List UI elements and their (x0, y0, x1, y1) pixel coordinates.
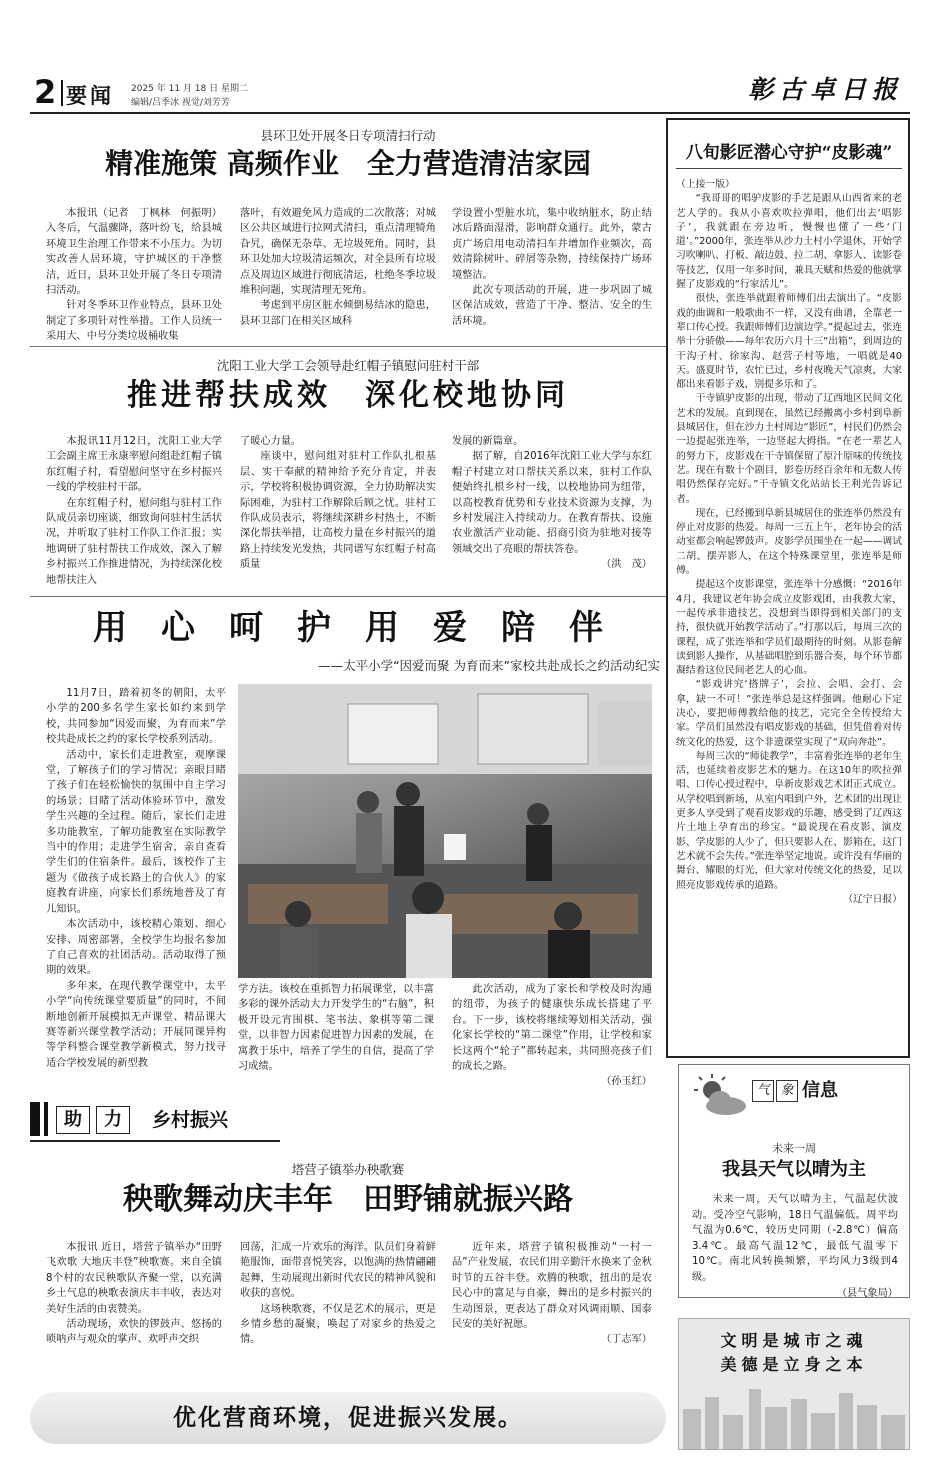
weather-badge: 气 (752, 1080, 774, 1102)
article4-col3 (452, 1240, 652, 1348)
section-marker-bar (44, 1102, 48, 1136)
paragraph: 此次专项活动的开展，进一步巩固了城区保洁成效，营造了干净、整洁、安全的生活环境。 (452, 285, 652, 327)
masthead-divider (61, 80, 63, 106)
paragraph: 提起这个皮影课堂，张连举十分感慨：“2016年4月，我建议老年协会成立皮影戏团，由我教大家，一起传承非遗技艺，没想到当即得到相关部门的支持，很快就开始教学活动了。”打那以后，每周三次的课程，成了张连举和学员们最期待的时刻。从影卷解读到影人操作，从基础唱腔到乐器合奏，每个环节都凝结着这位民间老艺人的心血。 (676, 579, 902, 677)
paragraph: 考虑到平房区脏水倾倒易结冰的隐患，县环卫部门在相关区域科 (240, 300, 436, 327)
editor-line: 编辑/吕季冰 视觉/刘芳芳 (131, 98, 230, 108)
weather-label: 信息 (802, 1080, 838, 1101)
article1-kicker: 县环卫处开展冬日专项清扫行动 (260, 128, 436, 143)
slogan-line: 美德是立身之本 (720, 1355, 868, 1374)
paragraph: 近年来，塔营子镇积极推动“一村一品”产业发展，农民们用辛勤汗水换来了金秋时节的五谷丰登。欢腾的秧歌，扭出的是农民心中的富足与自豪，舞出的是乡村振兴的生动图景，更表达了群众对风调雨顺、国泰民安的美好祝愿。 (452, 1242, 652, 1331)
paragraph: 现在，已经搬到阜新县城居住的张连举仍然没有停止对皮影的热爱。每周一三五上午，老年协会的活动室都会响起锣鼓声。皮影学员围坐在一起——调试二胡、摆弄影人，在这个特殊课堂里，张连举是师傅。 (676, 507, 902, 577)
article1-col3 (452, 206, 652, 329)
paragraph: 活动现场，欢快的锣鼓声、悠扬的唢呐声与观众的掌声、欢呼声交织 (46, 1319, 222, 1346)
paragraph: 干寺镇驴皮影的出现，带动了辽西地区民间文化艺术的发展。直到现在，虽然已经搬离小乡村到阜新县城居住，但在沙力土村周边“影匠”，村民们仍然会一边提起张连举，一边竖起大拇指。“在老一辈艺人的努力下，皮影戏在干寺镇保留了原汁原味的传统技艺。现在有数十个剧目，影卷历经百余年和无数人传唱仍然保存完好。”干寺镇文化站站长王利光告诉记者。 (676, 393, 902, 505)
paragraph: 本报讯 近日，塔营子镇举办“田野飞欢歌 大地庆丰登”秧歌赛。来自全镇8个村的农民秧歌队齐聚一堂，以充满乡土气息的秧歌表演庆丰丰收，表达对美好生活的由衷赞美。 (46, 1242, 222, 1315)
paragraph: 本次活动中，该校精心策划、细心安排、周密部署，全校学生均报名参加了自己喜欢的社团活动。活动取得了预期的效果。 (46, 919, 226, 977)
date-line: 2025 年 11 月 18 日 星期二 (131, 84, 248, 94)
paragraph: 学方法。该校在重抓智力拓展课堂，以丰富多彩的课外活动大力开发学生的“右脑”，积极开设元宵围棋、笔书法、象棋等第二课堂，以非智力因素促进智力因素的发展，在寓教于乐中，培养了学生的自信，提高了学习成绩。 (238, 984, 434, 1073)
side-article-headline: 八旬影匠潜心守护“皮影魂” (685, 143, 893, 163)
paragraph: “影戏讲究‘搭牌子’，会拉、会唱、会打、会拿，缺一不可！”张连举总是这样强调。他耐心下定决心，要把师傅教给他的技艺，完完全全传授给大家。学员们虽然没有唱皮影戏的基础，但凭借着对传统文化的热爱，这个非遗课堂实现了“双向奔赴”。 (676, 679, 902, 748)
weather-byline: （县气象局） (836, 1287, 898, 1299)
paragraph: 此次活动，成为了家长和学校及时沟通的纽带，为孩子的健康快乐成长搭建了平台。下一步，该校将继续筹划相关活动，强化家长学校的“第二课堂”作用，让学校和家长这两个“轮子”都转起来，共同照亮孩子们的成长之路。 (452, 984, 652, 1073)
article3-byline: （孙玉红） (601, 1076, 652, 1088)
paragraph: 本报讯11月12日，沈阳工业大学工会副主席王永康率慰问组赴红帽子镇东红帽子村，看望慰问坚守在乡村振兴一线的学校驻村干部。 (46, 436, 222, 494)
paragraph: 发展的新篇章。 (452, 436, 524, 447)
article2-col3 (452, 434, 652, 573)
article3-col1 (46, 686, 226, 1071)
classroom-photo (238, 684, 652, 978)
sun-cloud-icon (690, 1072, 750, 1118)
section-title: 要闻 (66, 84, 114, 108)
side-article-underline (676, 168, 902, 169)
masthead-rule (30, 112, 910, 114)
classroom-photo-illustration (238, 684, 652, 978)
article4-kicker: 塔营子镇举办秧歌赛 (291, 1162, 405, 1177)
zhuli-box: 力 (96, 1106, 130, 1134)
article4-headline: 秧歌舞动庆丰年 田野铺就振兴路 (123, 1182, 573, 1217)
paragraph: 学设置小型脏水坑，集中收纳脏水，防止结冰后路面湿滑，影响群众通行。此外，蒙古贞广场启用电动清扫车并增加作业频次，高效清除树叶、碎屑等杂物，持续保持广场环境整洁。 (452, 208, 652, 281)
paragraph: 座谈中，慰问组对驻村工作队扎根基层、实干奉献的精神给予充分肯定，并表示，学校将积极协调资源，全力协助解决实际困难，为驻村工作解除后顾之忧。驻村工作队成员表示，将继续深耕乡村热土，不断深化帮扶举措，让高校力量在乡村振兴的道路上持续发光发热，共同谱写东红帽子村高质量 (240, 451, 436, 571)
paragraph: 本报讯（记者 丁枫林 何振明）入冬后，气温骤降，落叶纷飞，给县城环境卫生治理工作带来不小压力。为切实改善人居环境，守护城区的干净整洁，近日，县环卫处开展了冬日专项清扫活动。 (46, 208, 222, 297)
divider (30, 596, 666, 597)
paragraph: 很快，张连举就跟着师傅们出去演出了。“皮影戏的曲调和一般歌曲不一样，又没有曲谱，全靠老一辈口传心授。我跟师傅们边演边学。”提起过去，张连举十分骄傲——每年农历六月十三“出箱”，到周边的干沟子村、徐家沟、赵营子村等地，一唱就是40天。盛夏时节，农忙已过，乡村夜晚天气凉爽，大家都出来看影子戏，别提多乐和了。 (676, 293, 902, 391)
skyline-icon (679, 1379, 909, 1449)
paragraph: （上接一版） (676, 179, 735, 190)
paragraph: 11月7日，踏着初冬的朝阳，太平小学的200多名学生家长如约来到学校，共同参加“因爱而聚，为育而来”学校共赴成长之约的家长学校系列活动。 (46, 688, 226, 746)
page-number: 2 (34, 73, 57, 111)
paragraph: 据了解，自2016年沈阳工业大学与东红帽子村建立对口帮扶关系以来，驻村工作队便始终扎根乡村一线，以校地协同为纽带，以高校教育优势和专业技术资源为支撑，为乡村发展注入持续动力。在教育帮扶、设施农业激活产业动能、招商引资为驻地对接等领域交出了亮眼的帮扶答卷。 (452, 451, 652, 555)
paragraph: 回荡，汇成一片欢乐的海洋。队员们身着鲜艳服饰，面带喜悦笑容，以饱满的热情翩翩起舞，生动展现出新时代农民的精神风貌和收获的喜悦。 (240, 1242, 436, 1300)
article3-headline: 用 心 呵 护 用 爱 陪 伴 (93, 608, 603, 648)
section-marker-bar (30, 1102, 40, 1136)
article3-col2 (238, 982, 434, 1074)
slogan-line: 文明是城市之魂 (720, 1331, 868, 1350)
weather-body (692, 1192, 898, 1301)
paragraph: “我哥哥的唱驴皮影的手艺是跟从山西省来的老艺人学的。我从小喜欢吹拉弹唱，他们出去‘唱影子’，我就跟在旁边听，慢慢也懂了一些‘门道’。”2000年，张连举从沙力土村小学退休，开始学习吹喇叭、打板、敲边鼓、拉二胡、拿影人、读影卷等技艺，仅用一年多时间，兼具天赋和热爱的他就掌握了皮影戏的“行家活儿”。 (676, 193, 902, 291)
article1-col1 (46, 206, 222, 345)
article4-byline: （丁志军） (601, 1334, 652, 1346)
zhuli-box: 助 (56, 1106, 90, 1134)
newspaper-logo: 彰古卓日报 (748, 75, 904, 104)
paragraph: 了暖心力量。 (240, 436, 302, 447)
zhuli-underline (30, 1140, 280, 1142)
paragraph: 这场秧歌赛，不仅是艺术的展示，更是乡情乡愁的凝聚，唤起了对家乡的热爱之情。 (240, 1303, 436, 1346)
paragraph: 活动中，家长们走进教室，观摩课堂，了解孩子们的学习情况；亲眼目睹了孩子们在轻松愉快的氛围中自主学习的场景；目睹了活动体验环节中，激发学生兴趣的全过程。随后，家长们走进多功能教室，了解功能教室在实际教学当中的作用；走进学生宿舍，亲自查看学生们的住宿条件。最后，该校作了主题为《做孩子成长路上的合伙人》的家庭教育讲座，向家长们系统地普及了育儿知识。 (46, 749, 226, 915)
article1-headline: 精准施策 高频作业 全力营造清洁家园 (105, 147, 591, 180)
article4-col2 (240, 1240, 436, 1348)
weather-badge: 象 (776, 1080, 798, 1102)
paragraph: 每周三次的“师徒教学”，丰富着张连举的老年生活，也延续着皮影艺术的魅力。在这10年的吹拉弹唱、口传心授过程中，阜新皮影戏艺术团正式成立。从学校唱到新场，从室内唱到户外，艺术团的出现让更多人享受到了观看皮影戏的乐趣，感受到了辽西这片土地上孕育出的珍宝。“最说现在看皮影、演皮影、学皮影的人少了，但只要影人在、影箱在，这门艺术就不会失传。”张连举坚定地说。或许没有华丽的舞台、耀眼的灯光，但大家对传统文化的热爱，足以照亮皮影戏传承的道路。 (676, 750, 902, 891)
paragraph: 多年来，在现代教学课堂中，太平小学“向传统课堂要质量”的同时，不间断地创新开展模拟无声课堂、精品课大赛等新兴课堂教学活动；开展同课异构等学科整合课堂教学新模式，努力找寻适合学校发展的新型教 (46, 980, 226, 1069)
article2-col1 (46, 434, 222, 588)
weather-headline: 我县天气以晴为主 (722, 1159, 866, 1180)
side-article-byline: （辽宁日报） (843, 893, 902, 905)
paragraph: 在东红帽子村，慰问组与驻村工作队成员亲切座谈，细致询问驻村生活状况，并听取了驻村工作队工作汇报；实地调研了驻村帮扶工作成效，深入了解乡村振兴工作推进情况，为持续深化校地帮扶注入 (46, 497, 222, 586)
divider (30, 346, 666, 347)
article1-col2 (240, 206, 436, 329)
zhuli-label: 乡村振兴 (152, 1109, 229, 1131)
side-article-body (676, 178, 902, 907)
paragraph: 落叶，有效避免风力造成的二次散落；对城区公共区域进行拉网式清扫，重点清理犄角旮旯，确保无杂草、无垃圾死角。同时，县环卫处加大垃圾清运频次，对全县所有垃圾点及周边区域进行彻底清运，杜绝冬季垃圾堆积问题，实现清理无死角。 (240, 208, 436, 297)
paragraph: 针对冬季环卫作业特点，县环卫处制定了多项针对性举措。工作人员统一采用大、中号分类垃圾桶收集 (46, 300, 222, 343)
article2-col2 (240, 434, 436, 573)
article2-kicker: 沈阳工业大学工会领导赴红帽子镇慰问驻村干部 (216, 358, 480, 373)
article3-col3 (452, 982, 652, 1090)
paragraph: 未来一周，天气以晴为主，气温起伏波动。受冷空气影响，18日气温偏低。周平均气温为0.6℃，较历史同期（-2.8℃）偏高3.4℃。最高气温12℃，最低气温零下10℃。南北风转换频繁，平均风力3级到4级。 (692, 1194, 898, 1283)
banner-slogan: 优化营商环境，促进振兴发展。 (173, 1404, 523, 1431)
article4-col1 (46, 1240, 222, 1348)
article3-subtitle: ——太平小学“因爱而聚 为育而来”家校共赴成长之约活动纪实 (318, 658, 660, 673)
weather-kicker: 未来一周 (772, 1142, 816, 1155)
article2-headline: 推进帮扶成效 深化校地协同 (127, 378, 569, 413)
article2-byline: （洪 茂） (601, 559, 652, 571)
